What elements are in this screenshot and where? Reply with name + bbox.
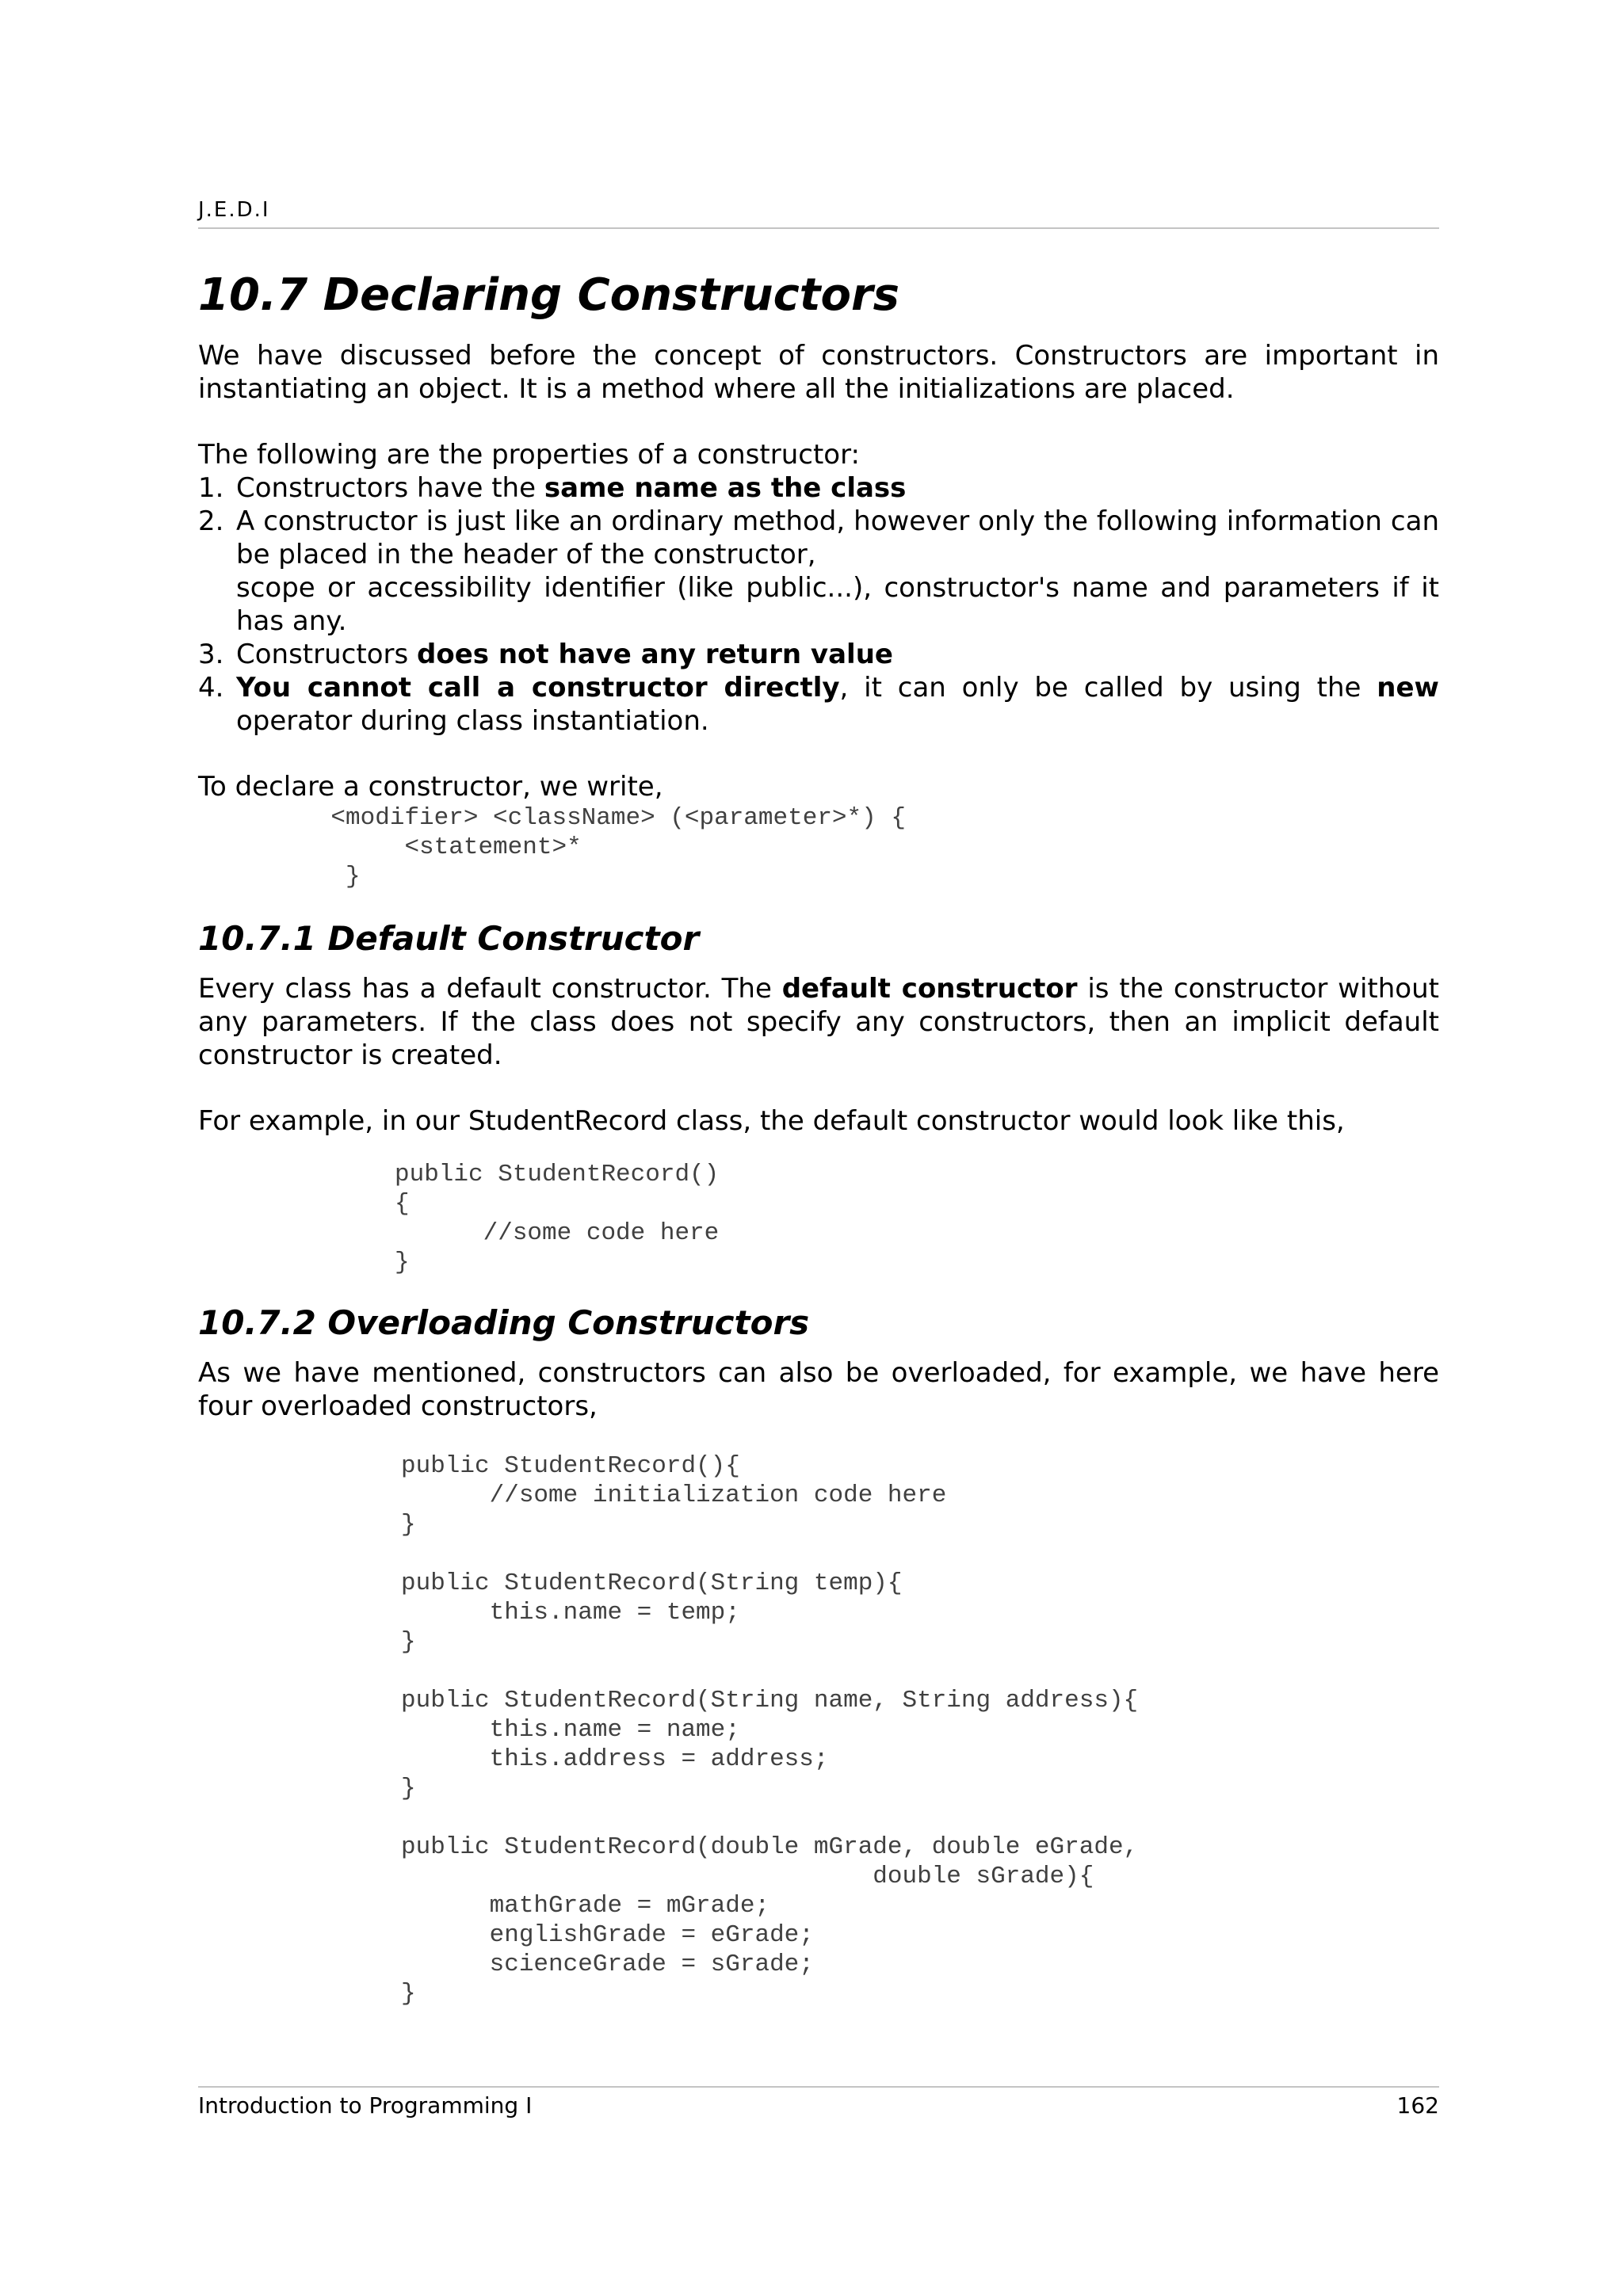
list-item: 1. Constructors have the same name as the class — [198, 472, 907, 504]
page-number: 162 — [1396, 2092, 1439, 2119]
overloaded-constructors-code: public StudentRecord(){ //some initialization code here } public StudentRecord(String temp){ this.name = temp; } public StudentRecord(String name, String address){ this.name = name; this.address = address; } public StudentRecord(double mGrade, double eGrade, double sGrade){ mathGrade = mGrade; englishGrade = eGrade; scienceGrade = sGrade; } — [401, 1452, 1139, 2008]
intro-paragraph: We have discussed before the concept of constructors. Constructors are important in instantiating an object. It is a method where all the initializations are placed. — [198, 340, 1439, 405]
default-paragraph: Every class has a default constructor. The default constructor is the constructor without any parameters. If the class does not specify any constructors, then an implicit default constructor is created. — [198, 973, 1439, 1071]
list-item: 4. You cannot call a constructor directly, it can only be called by using the new operator during class instantiation. — [198, 672, 1439, 737]
document-page — [198, 0, 1439, 2296]
list-item: 2. A constructor is just like an ordinary method, however only the following information can be placed in the header of the constructor, scope or accessibility identifier (like public...), constructor's name and parameters if it has any. — [198, 505, 1439, 637]
properties-intro: The following are the properties of a constructor: — [198, 439, 860, 471]
overloading-paragraph: As we have mentioned, constructors can also be overloaded, for example, we have here four overloaded constructors, — [198, 1357, 1439, 1422]
page-content — [198, 266, 1439, 2008]
default-constructor-code: public StudentRecord() { //some code here } — [395, 1161, 720, 1276]
subsection-title-overloading: 10.7.2 Overloading Constructors — [198, 1303, 810, 1342]
constructor-syntax-code: <modifier> <className> (<parameter>*) { <statement>* } — [330, 804, 906, 891]
default-example-intro: For example, in our StudentRecord class, the default constructor would look like this, — [198, 1105, 1345, 1137]
subsection-title-default: 10.7.1 Default Constructor — [198, 919, 700, 958]
header-divider — [198, 227, 1439, 229]
properties-list — [198, 471, 1439, 738]
footer-title: Introduction to Programming I — [198, 2092, 533, 2119]
section-title: 10.7 Declaring Constructors — [198, 269, 899, 321]
running-header: J.E.D.I — [198, 198, 270, 222]
declare-intro: To declare a constructor, we write, — [198, 771, 663, 803]
footer-divider — [198, 2086, 1439, 2088]
list-item: 3. Constructors does not have any return value — [198, 639, 893, 670]
